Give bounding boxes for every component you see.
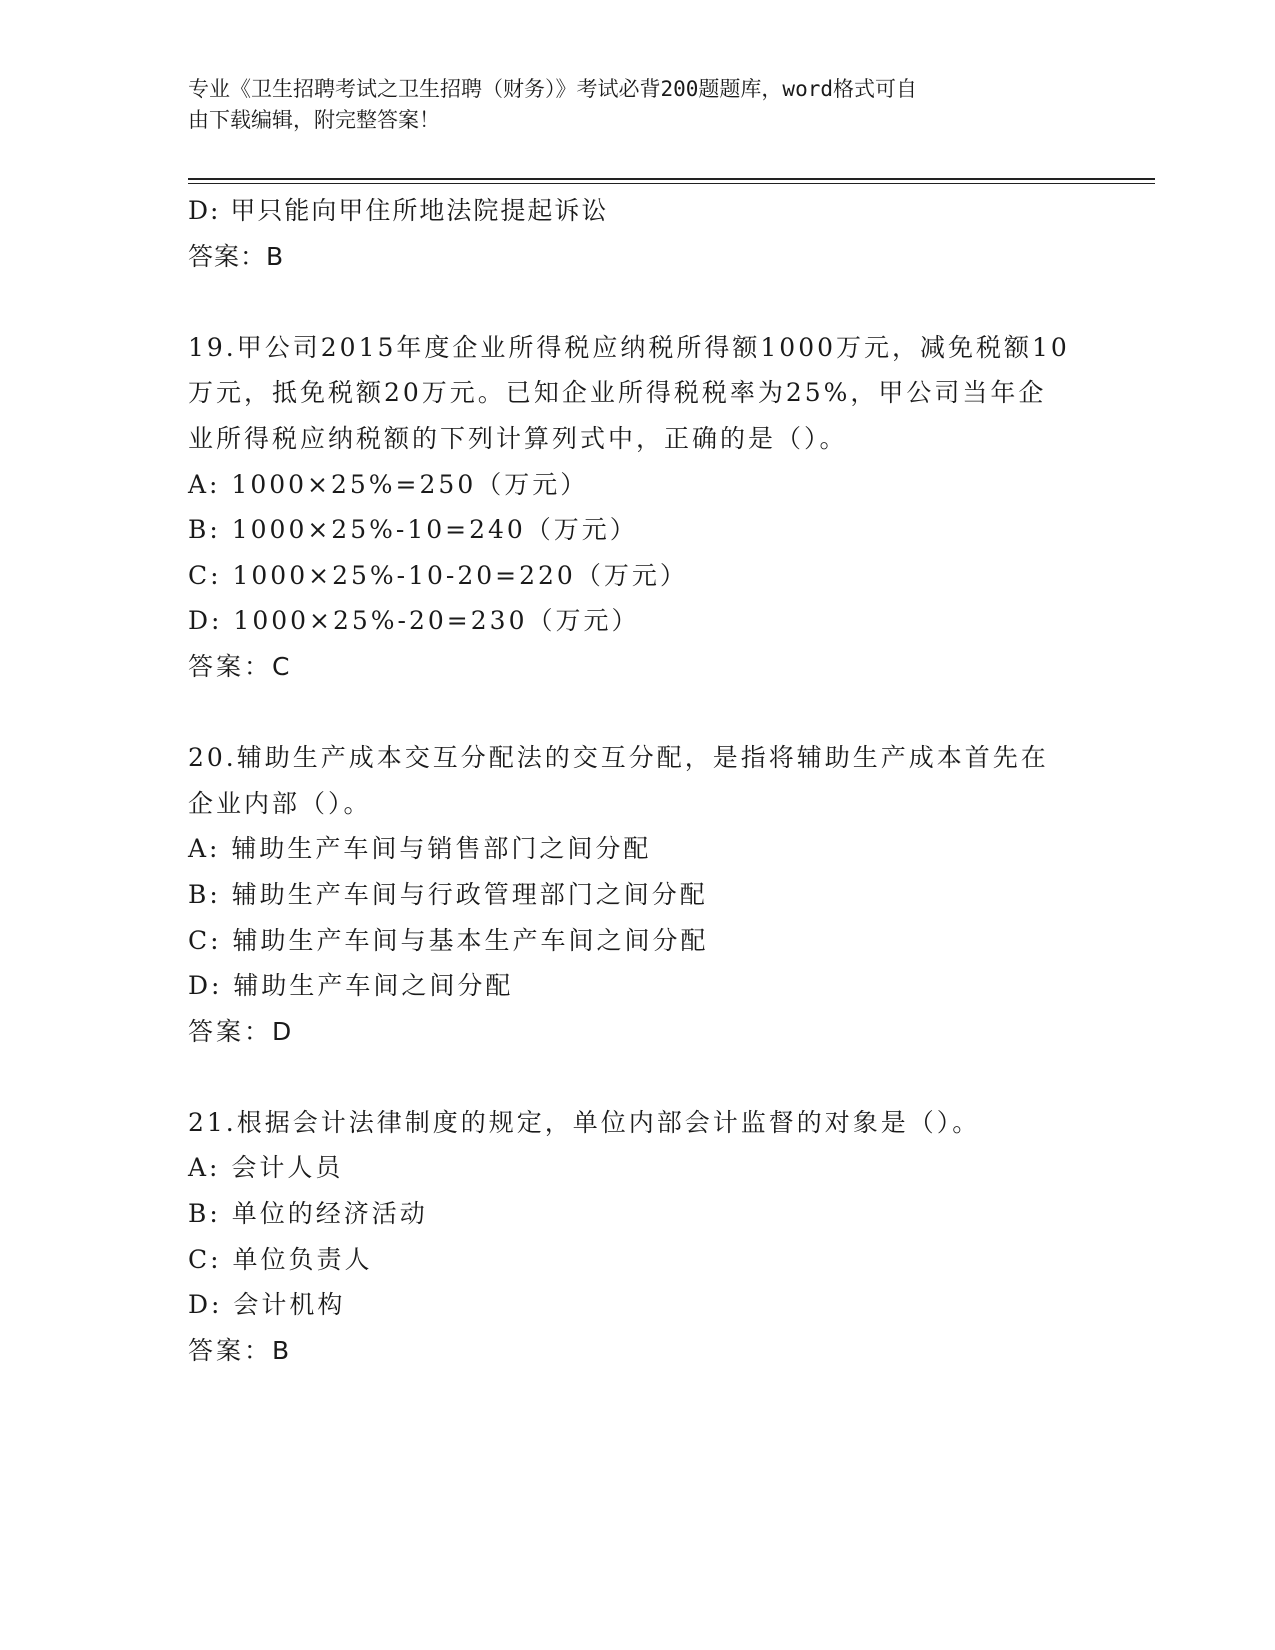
- header-divider-thick: [188, 178, 1155, 180]
- spacer: [188, 1054, 1088, 1100]
- option-c: C: 1000×25%-10-20=220（万元）: [188, 560, 688, 590]
- question-19: [188, 325, 1088, 690]
- question-20: [188, 735, 1088, 1054]
- answer-line: 答案：C: [188, 651, 293, 681]
- option-a: A: 会计人员: [188, 1153, 344, 1183]
- option-a: A: 辅助生产车间与销售部门之间分配: [188, 834, 652, 864]
- header-divider-thin: [188, 183, 1155, 184]
- header-line-1: 专业《卫生招聘考试之卫生招聘（财务）》考试必背200题题库，word格式可自: [188, 77, 917, 101]
- question-text: 业所得税应纳税额的下列计算列式中，正确的是（）。: [188, 423, 848, 453]
- option-b: B: 1000×25%-10=240（万元）: [188, 515, 638, 545]
- header-line-2: 由下载编辑，附完整答案！: [188, 108, 440, 132]
- answer-line: 答案：D: [188, 1016, 295, 1046]
- option-c: C: 单位负责人: [188, 1244, 373, 1274]
- document-body: [188, 188, 1088, 1373]
- option-d: D: 辅助生产车间之间分配: [188, 971, 514, 1001]
- option-c: C: 辅助生产车间与基本生产车间之间分配: [188, 925, 709, 955]
- answer-line: 答案：B: [188, 241, 285, 271]
- question-text: 21.根据会计法律制度的规定，单位内部会计监督的对象是（）。: [188, 1107, 981, 1137]
- question-text: 20.辅助生产成本交互分配法的交互分配，是指将辅助生产成本首先在: [188, 743, 1049, 773]
- question-21: [188, 1100, 1088, 1374]
- page-header: [188, 74, 1068, 136]
- option-b: B: 辅助生产车间与行政管理部门之间分配: [188, 879, 708, 909]
- option-d: D: 甲只能向甲住所地法院提起诉讼: [188, 196, 609, 225]
- answer-line: 答案：B: [188, 1335, 293, 1365]
- question-text: 19.甲公司2015年度企业所得税应纳税所得额1000万元，减免税额10: [188, 332, 1070, 362]
- option-d: D: 1000×25%-20=230（万元）: [188, 606, 640, 636]
- option-d: D: 会计机构: [188, 1290, 346, 1320]
- option-a: A: 1000×25%=250（万元）: [188, 469, 589, 499]
- question-text: 万元，抵免税额20万元。已知企业所得税税率为25%，甲公司当年企: [188, 378, 1047, 408]
- question-text: 企业内部（）。: [188, 788, 372, 818]
- previous-question-tail: [188, 188, 1088, 279]
- option-b: B: 单位的经济活动: [188, 1199, 428, 1229]
- spacer: [188, 690, 1088, 736]
- spacer: [188, 279, 1088, 325]
